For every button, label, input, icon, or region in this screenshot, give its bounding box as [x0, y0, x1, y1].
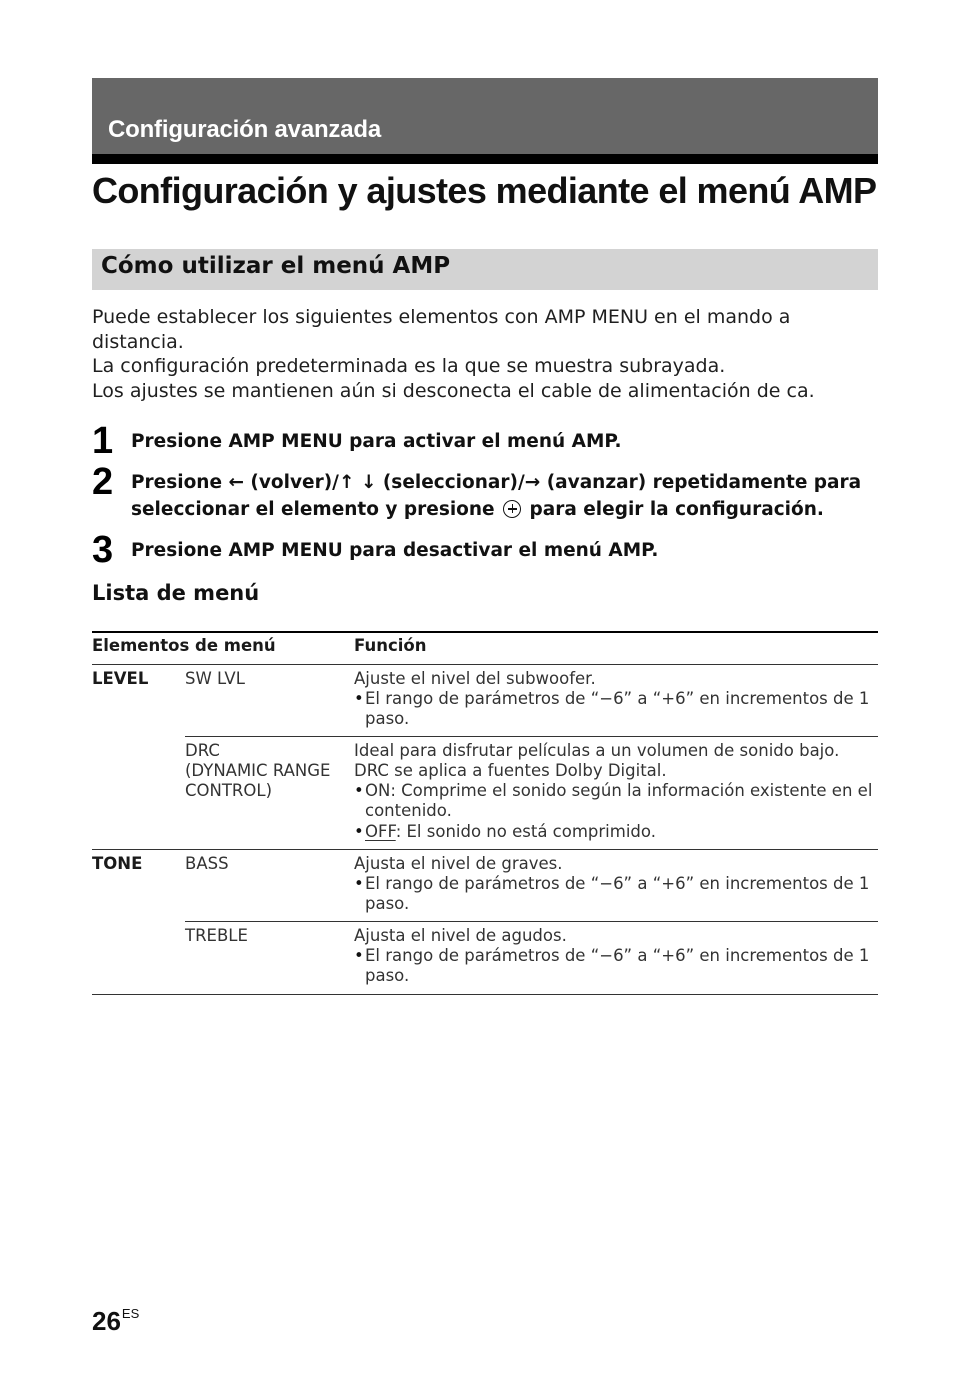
- category-label: LEVEL: [92, 669, 149, 688]
- step-number: 1: [92, 420, 114, 462]
- menu-item: TREBLE: [185, 926, 248, 945]
- arrow-left-icon: ←: [228, 472, 244, 493]
- menu-item-line: DRC: [185, 741, 220, 760]
- function-cell: [354, 926, 878, 986]
- step-text-part: para elegir la configuración.: [523, 499, 824, 520]
- function-desc: Ajusta el nivel de agudos.: [354, 926, 567, 945]
- page-title: Configuración y ajustes mediante el menú AMP: [92, 170, 877, 211]
- step-text-part: Presione: [131, 472, 229, 493]
- step-text: Presione AMP MENU para desactivar el menú AMP.: [131, 540, 659, 561]
- subsection-title: Cómo utilizar el menú AMP: [101, 253, 451, 279]
- arrow-right-icon: →: [524, 472, 541, 493]
- intro-text: [92, 305, 882, 403]
- menu-list-title: Lista de menú: [92, 581, 260, 605]
- arrow-down-icon: ↓: [360, 472, 377, 493]
- function-bullet-text: : El sonido no está comprimido.: [395, 822, 656, 841]
- page-number: [92, 1306, 139, 1337]
- column-header-function: Función: [354, 636, 427, 655]
- category-label: TONE: [92, 854, 143, 873]
- function-desc: Ajuste el nivel del subwoofer.: [354, 669, 596, 688]
- menu-item-line: CONTROL): [185, 781, 273, 800]
- step-number: 3: [92, 529, 114, 571]
- intro-line: Los ajustes se mantienen aún si desconecta el cable de alimentación de ca.: [92, 379, 815, 402]
- table-row: [92, 922, 878, 995]
- menu-item-line: (DYNAMIC RANGE: [185, 761, 331, 780]
- intro-line: Puede establecer los siguientes elementos con AMP MENU en el mando a distancia.: [92, 306, 791, 353]
- function-desc: DRC se aplica a fuentes Dolby Digital.: [354, 761, 667, 780]
- section-title: Configuración avanzada: [108, 116, 381, 143]
- subsection-band: [92, 249, 878, 290]
- table-row: [92, 737, 878, 850]
- menu-item: BASS: [185, 854, 229, 873]
- function-cell: [354, 854, 878, 914]
- function-bullet: [354, 822, 878, 842]
- function-desc: Ideal para disfrutar películas a un volumen de sonido bajo.: [354, 741, 840, 760]
- table-row: [92, 665, 878, 737]
- function-cell: [354, 669, 878, 729]
- menu-item: SW LVL: [185, 669, 245, 688]
- function-bullet: • El rango de parámetros de “−6” a “+6” en incrementos de 1 paso.: [354, 946, 878, 986]
- step-number: 2: [92, 461, 114, 503]
- function-bullet: • El rango de parámetros de “−6” a “+6” en incrementos de 1 paso.: [354, 689, 878, 729]
- function-desc: Ajusta el nivel de graves.: [354, 854, 563, 873]
- step-text: [131, 469, 881, 523]
- menu-item: [185, 741, 345, 801]
- step-text: Presione AMP MENU para activar el menú AMP.: [131, 431, 622, 452]
- intro-line: La configuración predeterminada es la que se muestra subrayada.: [92, 355, 726, 377]
- step-text-part: (avanzar) repetidamente para seleccionar el elemento y presione: [131, 472, 862, 520]
- step-text-part: (seleccionar)/: [376, 472, 525, 493]
- table-header: [92, 633, 878, 665]
- menu-table: [92, 631, 878, 995]
- step-text-part: (volver)/: [243, 472, 339, 493]
- section-header-bar: [92, 78, 878, 164]
- enter-button-icon: [503, 500, 521, 518]
- page-language: ES: [121, 1306, 140, 1321]
- table-row: [92, 850, 878, 922]
- function-bullet: • El rango de parámetros de “−6” a “+6” en incrementos de 1 paso.: [354, 874, 878, 914]
- arrow-up-icon: ↑: [338, 472, 355, 493]
- function-cell: [354, 741, 878, 842]
- column-header-items: Elementos de menú: [92, 636, 276, 655]
- function-bullet: • ON: Comprime el sonido según la información existente en el contenido.: [354, 781, 878, 821]
- page-number-value: 26: [92, 1306, 121, 1336]
- default-option-off: OFF: [365, 822, 396, 841]
